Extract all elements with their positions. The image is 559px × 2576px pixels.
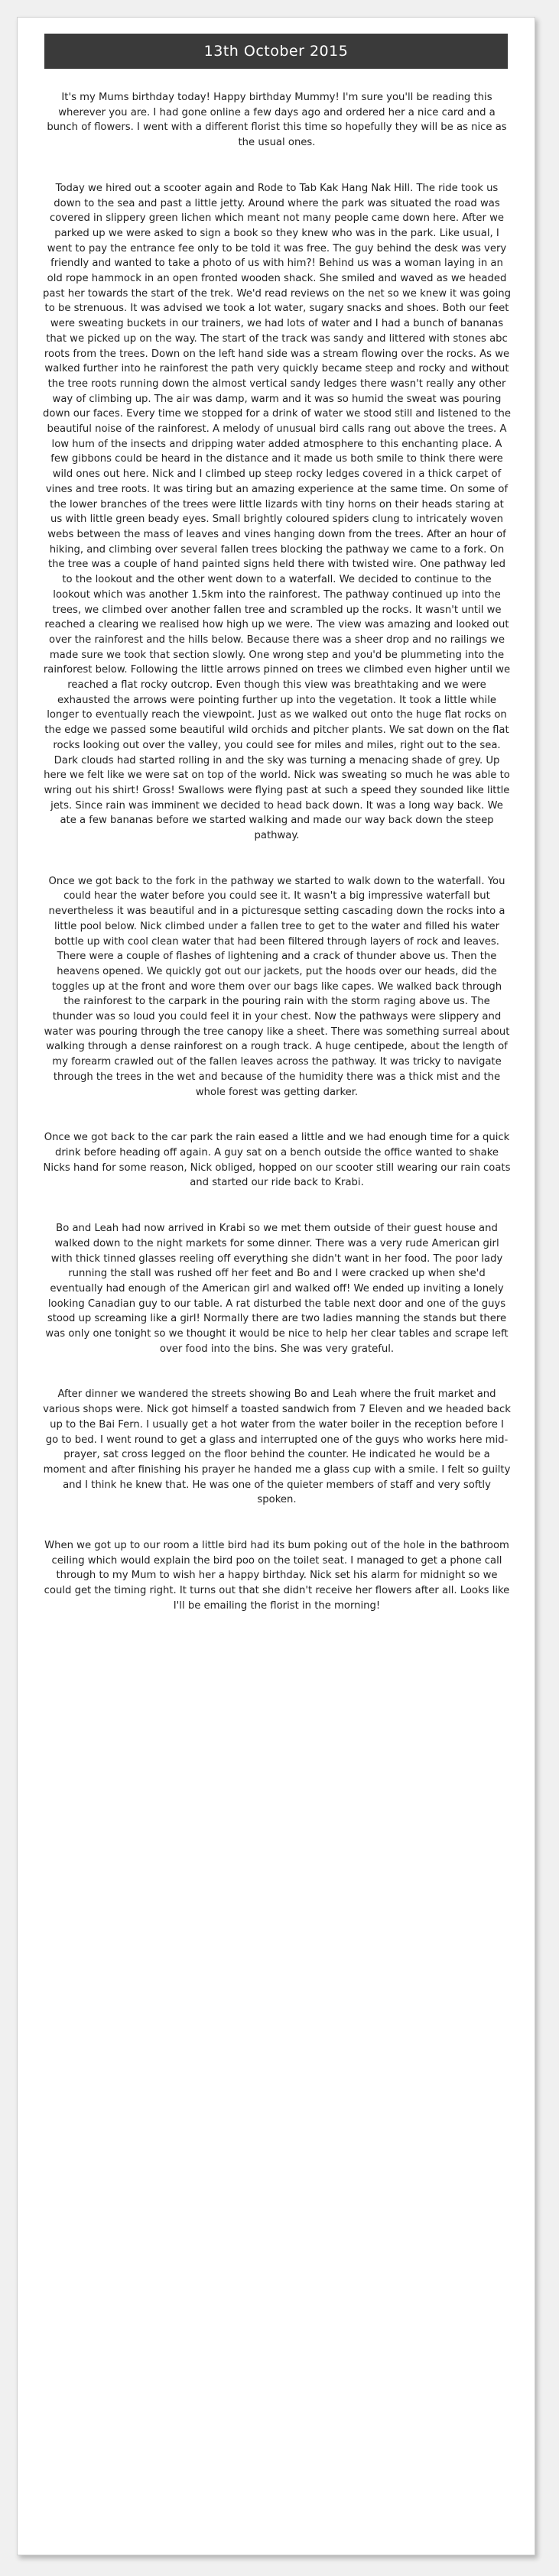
paragraph: It's my Mums birthday today! Happy birthday Mummy! I'm sure you'll be reading this wherever you are. I had gone online a few days ago and ordered her a nice card and a bunch of flowers. I went with a different florist this time so hopefully they will be as nice as the usual ones. [47,92,507,149]
paragraph: Bo and Leah had now arrived in Krabi so we met them outside of their guest house and walked down to the night markets for some dinner. There was a very rude American girl with thick tinned glasses reeling off everything she didn't want in her food. The poor lady running the stall was rushed off her feet and Bo and I were cracked up when she'd eventually had enough of the American girl and walked off! We ended up inviting a lonely looking Canadian guy to our table. A rat disturbed the table next door and one of the guys stood up screaming like a girl! Normally there are two ladies manning the stands but there was only one tonight so we thought it would be nice to help her clear tables and scrape left over food into the bins. She was very grateful. [45,1223,509,1355]
paragraph: After dinner we wandered the streets showing Bo and Leah where the fruit market and various shops were. Nick got himself a toasted sandwich from 7 Eleven and we headed back up to the Bai Fern. I usually get a hot water from the water boiler in the reception before I go to bed. I went round to get a glass and interrupted one of the guys who works here mid-prayer, sat cross legged on the floor behind the counter. He indicated he would be a moment and after finishing his prayer he handed me a glass cup with a smile. I felt so guilty and I think he knew that. He was one of the quieter members of staff and very softly spoken. [43,1388,511,1506]
paragraph: Today we hired out a scooter again and Rode to Tab Kak Hang Nak Hill. The ride took us down to the sea and past a little jetty. Around where the park was situated the road was covered in slippery green lichen which meant not many people came down here. After we parked up we were asked to sign a book so they knew who was in the park. Like usual, I went to pay the entrance fee only to be told it was free. The guy behind the desk was very friendly and wanted to take a photo of us with him?! Behind us was a woman laying in an old rope hammock in an open fronted wooden shack. She smiled and waved as we headed past her towards the start of the trek. We'd read reviews on the net so we knew it was going to be strenuous. It was advised we took a lot water, sugary snacks and shoes. Both our feet were sweating buckets in our trainers, we had lots of water and I had a bunch of bananas that we picked up on the way. The start of the track was sandy and littered with stones abc roots from the trees. Down on the left hand side was a stream flowing over the rocks. As we walked further into he rainforest the path very quickly became steep and rocky and without the tree roots running down the almost vertical sandy ledges there wasn't really any other way of climbing up. The air was damp, warm and it was so humid the sweat was pouring down our faces. Every time we stopped for a drink of water we stood still and listened to the beautiful noise of the rainforest. A melody of unusual bird calls rang out above the trees. A low hum of the insects and dripping water added atmosphere to this enchanting place. A few gibbons could be heard in the distance and it made us both smile to think there were wild ones out here. Nick and I climbed up steep rocky ledges covered in a thick carpet of vines and tree roots. It was tiring but an amazing experience at the same time. On some of the lower branches of the trees were little lizards with tiny horns on their heads staring at us with little green beady eyes. Small brightly coloured spiders clung to intricately woven webs between the mass of leaves and vines hanging down from the trees. After an hour of hiking, and climbing over several fallen trees blocking the pathway we came to a fork. On the tree was a couple of hand painted signs held there with twisted wire. One pathway led to the lookout and the other went down to a waterfall. We decided to continue to the lookout which was another 1.5km into the rainforest. The pathway continued up into the trees, we climbed over another fallen tree and scrambled up the rocks. It wasn't until we reached a clearing we realised how high up we were. The view was amazing and looked out over the rainforest and the hills below. Because there was a sheer drop and no railings we made sure we took that section slowly. One wrong step and you'd be plummeting into the rainforest below. Following the little arrows pinned on trees we climbed even higher until we reached a flat rocky outcrop. Even though this view was breathtaking and we were exhausted the arrows were pointing further up into the vegetation. It took a little while longer to eventually reach the viewpoint. Just as we walked out onto the huge flat rocks on the edge we passed some beautiful wild orchids and pitcher plants. We sat down on the flat rocks looking out over the valley, you could see for miles and miles, right out to the sea. Dark clouds had started rolling in and the sky was turning a menacing shade of grey. Up here we felt like we were sat on top of the world. Nick was sweating so much he was able to wring out his shirt! Gross! Swallows were flying past at such a speed they sounded like little jets. Since rain was imminent we decided to head back down. It was a long way back. We ate a few bananas before we started walking and made our way back down the steep pathway. [43,182,511,842]
paragraph: Once we got back to the car park the rain eased a little and we had enough time for a quick drink before heading off again. A guy sat on a bench outside the office wanted to shake Nicks hand for some reason, Nick obliged, hopped on our scooter still wearing our rain coats and started our ride back to Krabi. [43,1132,511,1189]
paragraph: Once we got back to the fork in the pathway we started to walk down to the waterfall. You could hear the water before you could see it. It wasn't a big impressive waterfall but nevertheless it was beautiful and in a picturesque setting cascading down the rocks into a little pool below. Nick climbed under a fallen tree to get to the water and filled his water bottle up with cool clean water that had been filtered through layers of rock and leaves. There were a couple of flashes of lightening and a crack of thunder above us. Then the heavens opened. We quickly got out our jackets, put the hoods over our heads, did the toggles up at the front and wore them over our bags like capes. We walked back through the rainforest to the carpark in the pouring rain with the storm raging above us. The thunder was so loud you could feel it in your chest. Now the pathways were slippery and water was pouring through the tree canopy like a sheet. There was something surreal about walking through a dense rainforest on a rough track. A huge centipede, about the length of my forearm crawled out of the fallen leaves across the pathway. It was tricky to navigate through the trees in the wet and because of the humidity there was a thick mist and the whole forest was getting darker. [44,875,510,1098]
date-header: 13th October 2015 [44,34,508,69]
journal-entry-body [43,90,511,1644]
paragraph: When we got up to our room a little bird had its bum poking out of the hole in the bathroom ceiling which would explain the bird poo on the toilet seat. I managed to get a phone call through to my Mum to wish her a happy birthday. Nick set his alarm for midnight so we could get the timing right. It turns out that she didn't receive her flowers after all. Looks like I'll be emailing the florist in the morning! [44,1540,510,1612]
